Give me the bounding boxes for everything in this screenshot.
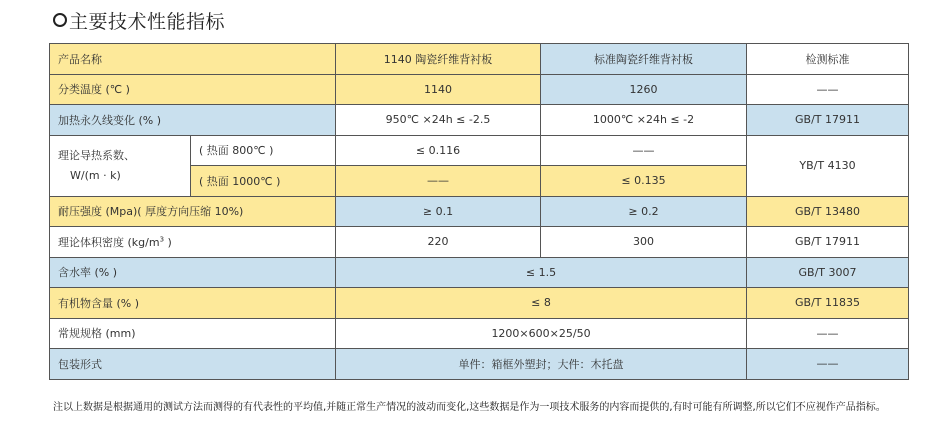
cell-value: 单件：箱框外塑封；大件：木托盘 — [336, 349, 747, 380]
table-row — [50, 227, 909, 258]
row-label-density — [50, 227, 336, 258]
table-row — [50, 135, 909, 166]
row-label-line: 理论导热系数、 — [58, 148, 135, 162]
cell-standard: GB/T 3007 — [747, 257, 909, 288]
cell-value: 220 — [336, 227, 541, 258]
cell-value: ≤ 8 — [336, 288, 747, 319]
table-row — [50, 349, 909, 380]
row-label: 常规规格 (mm) — [50, 318, 336, 349]
row-label-conductivity — [50, 135, 191, 196]
cell-standard: —— — [747, 318, 909, 349]
cell-value: ≥ 0.2 — [541, 196, 747, 227]
cell-standard: GB/T 11835 — [747, 288, 909, 319]
cell-standard: GB/T 17911 — [747, 227, 909, 258]
row-label: 加热永久线变化 (% ) — [50, 105, 336, 136]
spec-table — [49, 43, 909, 380]
header-product-name: 产品名称 — [50, 44, 336, 75]
cell-value: 300 — [541, 227, 747, 258]
cell-standard: GB/T 17911 — [747, 105, 909, 136]
header-standard-board: 标准陶瓷纤维背衬板 — [541, 44, 747, 75]
row-label: 分类温度 (℃ ) — [50, 74, 336, 105]
cell-value: —— — [541, 135, 747, 166]
row-label: 有机物含量 (% ) — [50, 288, 336, 319]
sub-label: ( 热面 1000℃ ) — [191, 166, 336, 197]
row-label: 耐压强度 (Mpa)( 厚度方向压缩 10%) — [50, 196, 336, 227]
table-row — [50, 257, 909, 288]
row-label: 包装形式 — [50, 349, 336, 380]
title-text: 主要技术性能指标 — [69, 10, 226, 33]
row-label: 理论体积密度 (kg/m — [58, 235, 160, 249]
row-label-line: W/(m · k) — [70, 168, 121, 182]
table-header-row — [50, 44, 909, 75]
cell-standard: —— — [747, 349, 909, 380]
row-label: 含水率 (% ) — [50, 257, 336, 288]
cell-value: —— — [336, 166, 541, 197]
cell-value: ≤ 1.5 — [336, 257, 747, 288]
circle-icon — [53, 13, 67, 27]
table-row — [50, 105, 909, 136]
footnote: 注以上数据是根据通用的测试方法而测得的有代表性的平均值,并随正常生产情况的波动而变化,这些数据是作为一项技术服务的内容而提供的,有时可能有所调整,所以它们不应视作产品指标。 — [53, 402, 886, 413]
cell-value: 1260 — [541, 74, 747, 105]
table-row — [50, 74, 909, 105]
table-row — [50, 318, 909, 349]
header-1140-board: 1140 陶瓷纤维背衬板 — [336, 44, 541, 75]
section-title — [53, 6, 225, 34]
table-row — [50, 288, 909, 319]
cell-standard: —— — [747, 74, 909, 105]
cell-value: 950℃ ×24h ≤ -2.5 — [336, 105, 541, 136]
cell-value: 1000℃ ×24h ≤ -2 — [541, 105, 747, 136]
row-label-end: ) — [164, 235, 172, 249]
sub-label: ( 热面 800℃ ) — [191, 135, 336, 166]
cell-value: ≥ 0.1 — [336, 196, 541, 227]
cell-value: ≤ 0.116 — [336, 135, 541, 166]
header-test-standard: 检测标准 — [747, 44, 909, 75]
cell-value: ≤ 0.135 — [541, 166, 747, 197]
cell-value: 1200×600×25/50 — [336, 318, 747, 349]
superscript: 3 — [159, 235, 165, 244]
cell-standard: YB/T 4130 — [747, 135, 909, 196]
cell-standard: GB/T 13480 — [747, 196, 909, 227]
table-row — [50, 196, 909, 227]
cell-value: 1140 — [336, 74, 541, 105]
